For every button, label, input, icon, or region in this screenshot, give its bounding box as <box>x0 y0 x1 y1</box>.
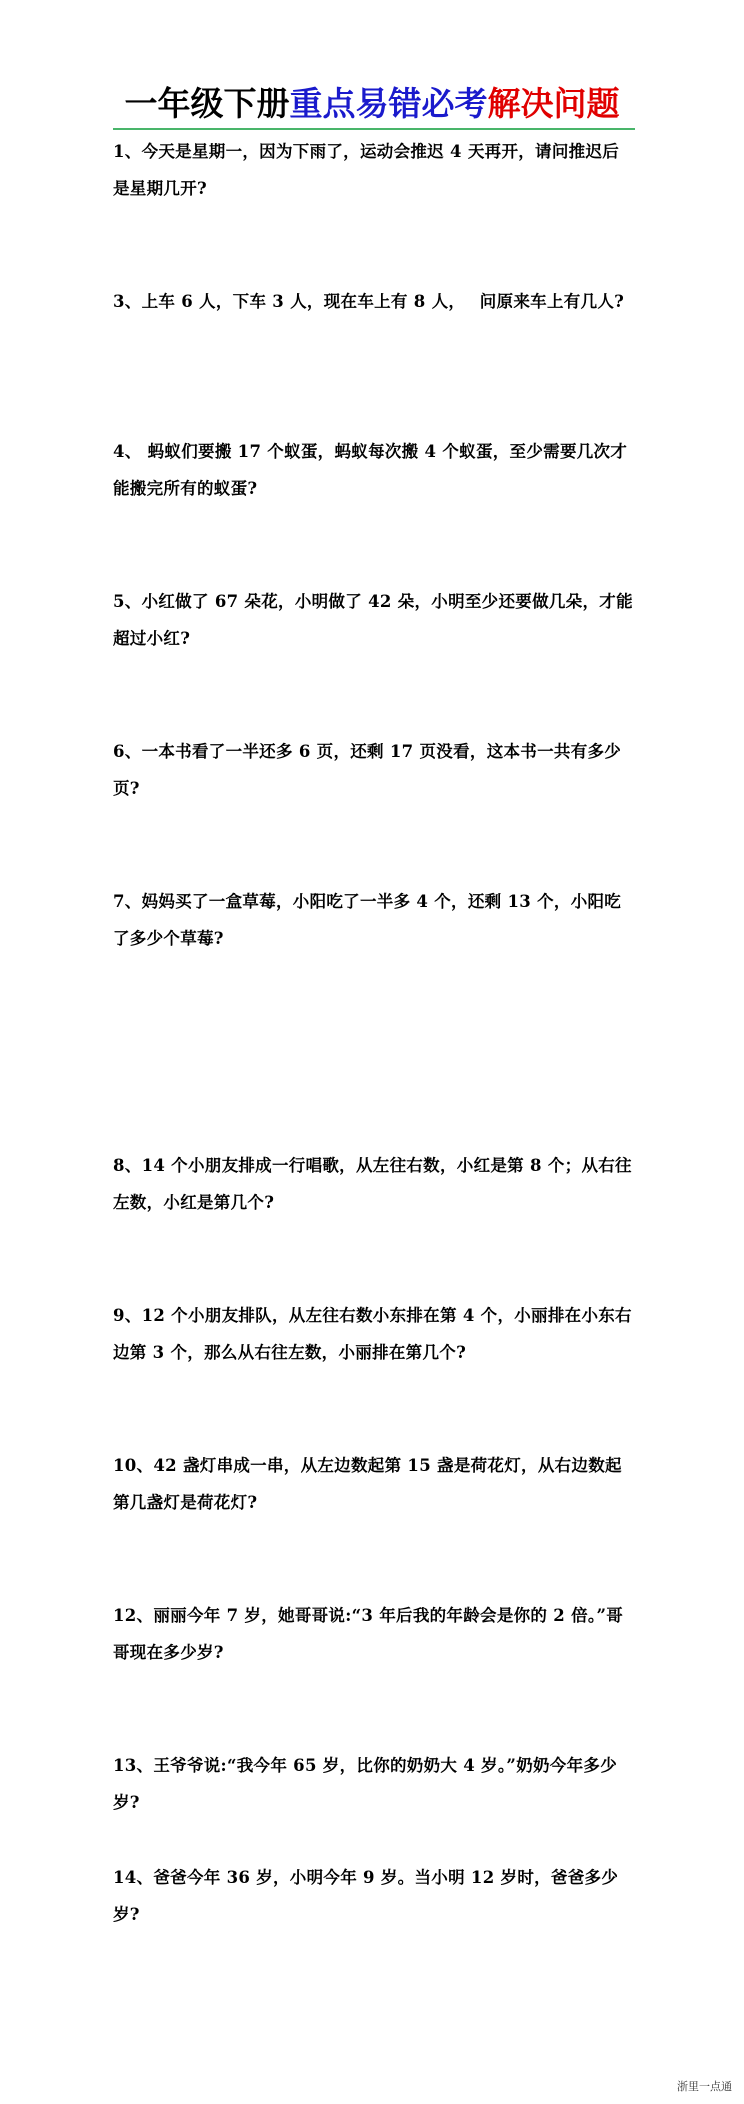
question-1: 1、今天是星期一，因为下雨了，运动会推迟 4 天再开，请问推迟后是星期几开? <box>113 142 620 198</box>
question-8: 8、14 个小朋友排成一行唱歌，从左往右数，小红是第 8 个；从右往左数，小红是第几个? <box>113 1156 632 1212</box>
question-10: 10、42 盏灯串成一串，从左边数起第 15 盏是荷花灯，从右边数起第几盏灯是荷花灯? <box>113 1456 622 1512</box>
title-part-problems: 解决问题 <box>487 84 620 123</box>
title-part-grade: 一年级下册 <box>124 84 290 123</box>
title-part-key-points: 重点易错必考 <box>289 84 488 123</box>
question-13: 13、王爷爷说:“我今年 65 岁，比你的奶奶大 4 岁。”奶奶今年多少岁? <box>113 1756 618 1812</box>
footer-brand: 浙里一点通 <box>677 2080 732 2093</box>
question-7: 7、妈妈买了一盒草莓，小阳吃了一半多 4 个，还剩 13 个，小阳吃了多少个草莓? <box>113 892 622 948</box>
question-3: 3、上车 6 人，下车 3 人，现在车上有 8 人， 问原来车上有几人? <box>113 292 625 311</box>
question-9: 9、12 个小朋友排队，从左往右数小东排在第 4 个，小丽排在小东右边第 3 个，那么从右往左数，小丽排在第几个? <box>113 1306 632 1362</box>
question-14: 14、爸爸今年 36 岁，小明今年 9 岁。当小明 12 岁时，爸爸多少岁? <box>113 1868 619 1924</box>
worksheet-title <box>0 82 744 126</box>
question-12: 12、丽丽今年 7 岁，她哥哥说:“3 年后我的年龄会是你的 2 倍。”哥哥现在多少岁? <box>113 1606 624 1662</box>
question-4: 4、 蚂蚁们要搬 17 个蚁蛋，蚂蚁每次搬 4 个蚁蛋，至少需要几次才能搬完所有的蚁蛋? <box>113 442 628 498</box>
question-6: 6、一本书看了一半还多 6 页，还剩 17 页没看，这本书一共有多少页? <box>113 742 622 798</box>
question-5: 5、小红做了 67 朵花，小明做了 42 朵，小明至少还要做几朵，才能超过小红? <box>113 592 633 648</box>
title-underline <box>113 128 635 130</box>
